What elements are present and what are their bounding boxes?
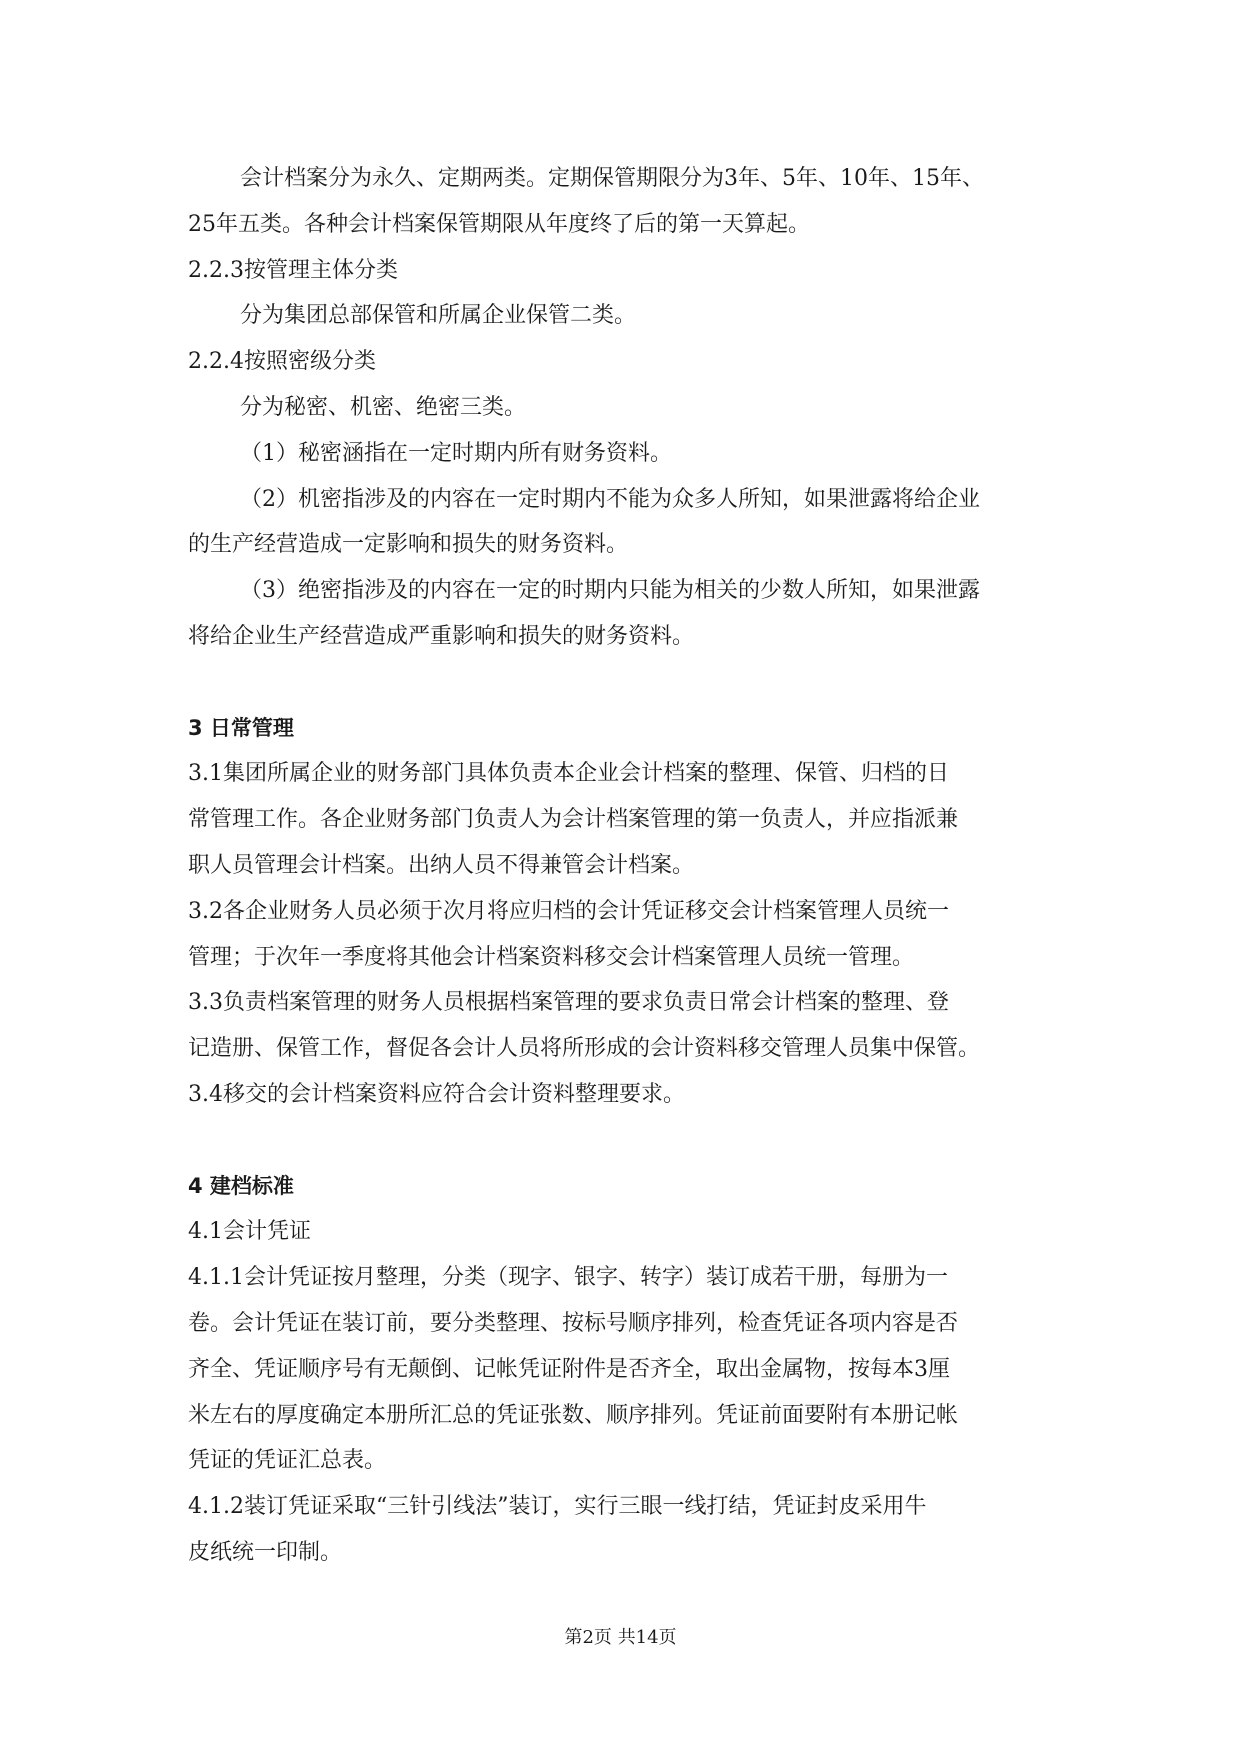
paragraph-line: 凭证的凭证汇总表。 <box>188 1448 387 1474</box>
paragraph-line: 3.4移交的会计档案资料应符合会计资料整理要求。 <box>188 1081 685 1107</box>
list-item-continuation: 的生产经营造成一定影响和损失的财务资料。 <box>188 532 629 558</box>
section-spacer <box>188 660 1058 706</box>
paragraph-line: 皮纸统一印制。 <box>188 1539 343 1565</box>
paragraph-line: 分为秘密、机密、绝密三类。 <box>240 394 527 420</box>
paragraph-line: 会计档案分为永久、定期两类。定期保管期限分为3年、5年、10年、15年、 <box>240 166 984 191</box>
paragraph-line: 常管理工作。各企业财务部门负责人为会计档案管理的第一负责人，并应指派兼 <box>188 807 959 833</box>
paragraph-line: 齐全、凭证顺序号有无颠倒、记帐凭证附件是否齐全，取出金属物，按每本3厘 <box>188 1356 950 1382</box>
list-item-continuation: 将给企业生产经营造成严重影响和损失的财务资料。 <box>188 623 695 649</box>
paragraph-line: 职人员管理会计档案。出纳人员不得兼管会计档案。 <box>188 852 695 878</box>
section-heading-daily-management: 3 日常管理 <box>188 715 294 740</box>
paragraph-line: 25年五类。各种会计档案保管期限从年度终了后的第一天算起。 <box>188 211 810 237</box>
paragraph-line: 卷。会计凭证在装订前，要分类整理、按标号顺序排列，检查凭证各项内容是否 <box>188 1310 959 1336</box>
list-item: （2）机密指涉及的内容在一定时期内不能为众多人所知，如果泄露将给企业 <box>240 486 980 512</box>
subsection-title: 4.1会计凭证 <box>188 1219 311 1245</box>
section-heading-filing-standards: 4 建档标准 <box>188 1173 294 1198</box>
paragraph-line: 3.3负责档案管理的财务人员根据档案管理的要求负责日常会计档案的整理、登 <box>188 990 949 1016</box>
paragraph-line: 米左右的厚度确定本册所汇总的凭证张数、顺序排列。凭证前面要附有本册记帐 <box>188 1402 959 1428</box>
paragraph-line: 4.1.2装订凭证采取“三针引线法”装订，实行三眼一线打结，凭证封皮采用牛 <box>188 1494 927 1520</box>
list-item: （1）秘密涵指在一定时期内所有财务资料。 <box>240 440 672 466</box>
paragraph-line: 管理；于次年一季度将其他会计档案资料移交会计档案管理人员统一管理。 <box>188 944 915 970</box>
paragraph-line: 分为集团总部保管和所属企业保管二类。 <box>240 303 637 329</box>
paragraph-line: 3.2各企业财务人员必须于次月将应归档的会计凭证移交会计档案管理人员统一 <box>188 898 949 924</box>
paragraph-line: 记造册、保管工作，督促各会计人员将所形成的会计资料移交管理人员集中保管。 <box>188 1036 981 1062</box>
subsection-title: 2.2.4按照密级分类 <box>188 349 376 375</box>
document-body <box>188 156 1058 1576</box>
paragraph-line: 3.1集团所属企业的财务部门具体负责本企业会计档案的整理、保管、归档的日 <box>188 761 949 787</box>
subsection-title: 2.2.3按管理主体分类 <box>188 257 398 283</box>
page-number-footer: 第2页 共14页 <box>564 1627 677 1648</box>
list-item: （3）绝密指涉及的内容在一定的时期内只能为相关的少数人所知，如果泄露 <box>240 578 980 604</box>
section-spacer <box>188 1118 1058 1164</box>
paragraph-line: 4.1.1会计凭证按月整理，分类（现字、银字、转字）装订成若干册，每册为一 <box>188 1265 948 1291</box>
